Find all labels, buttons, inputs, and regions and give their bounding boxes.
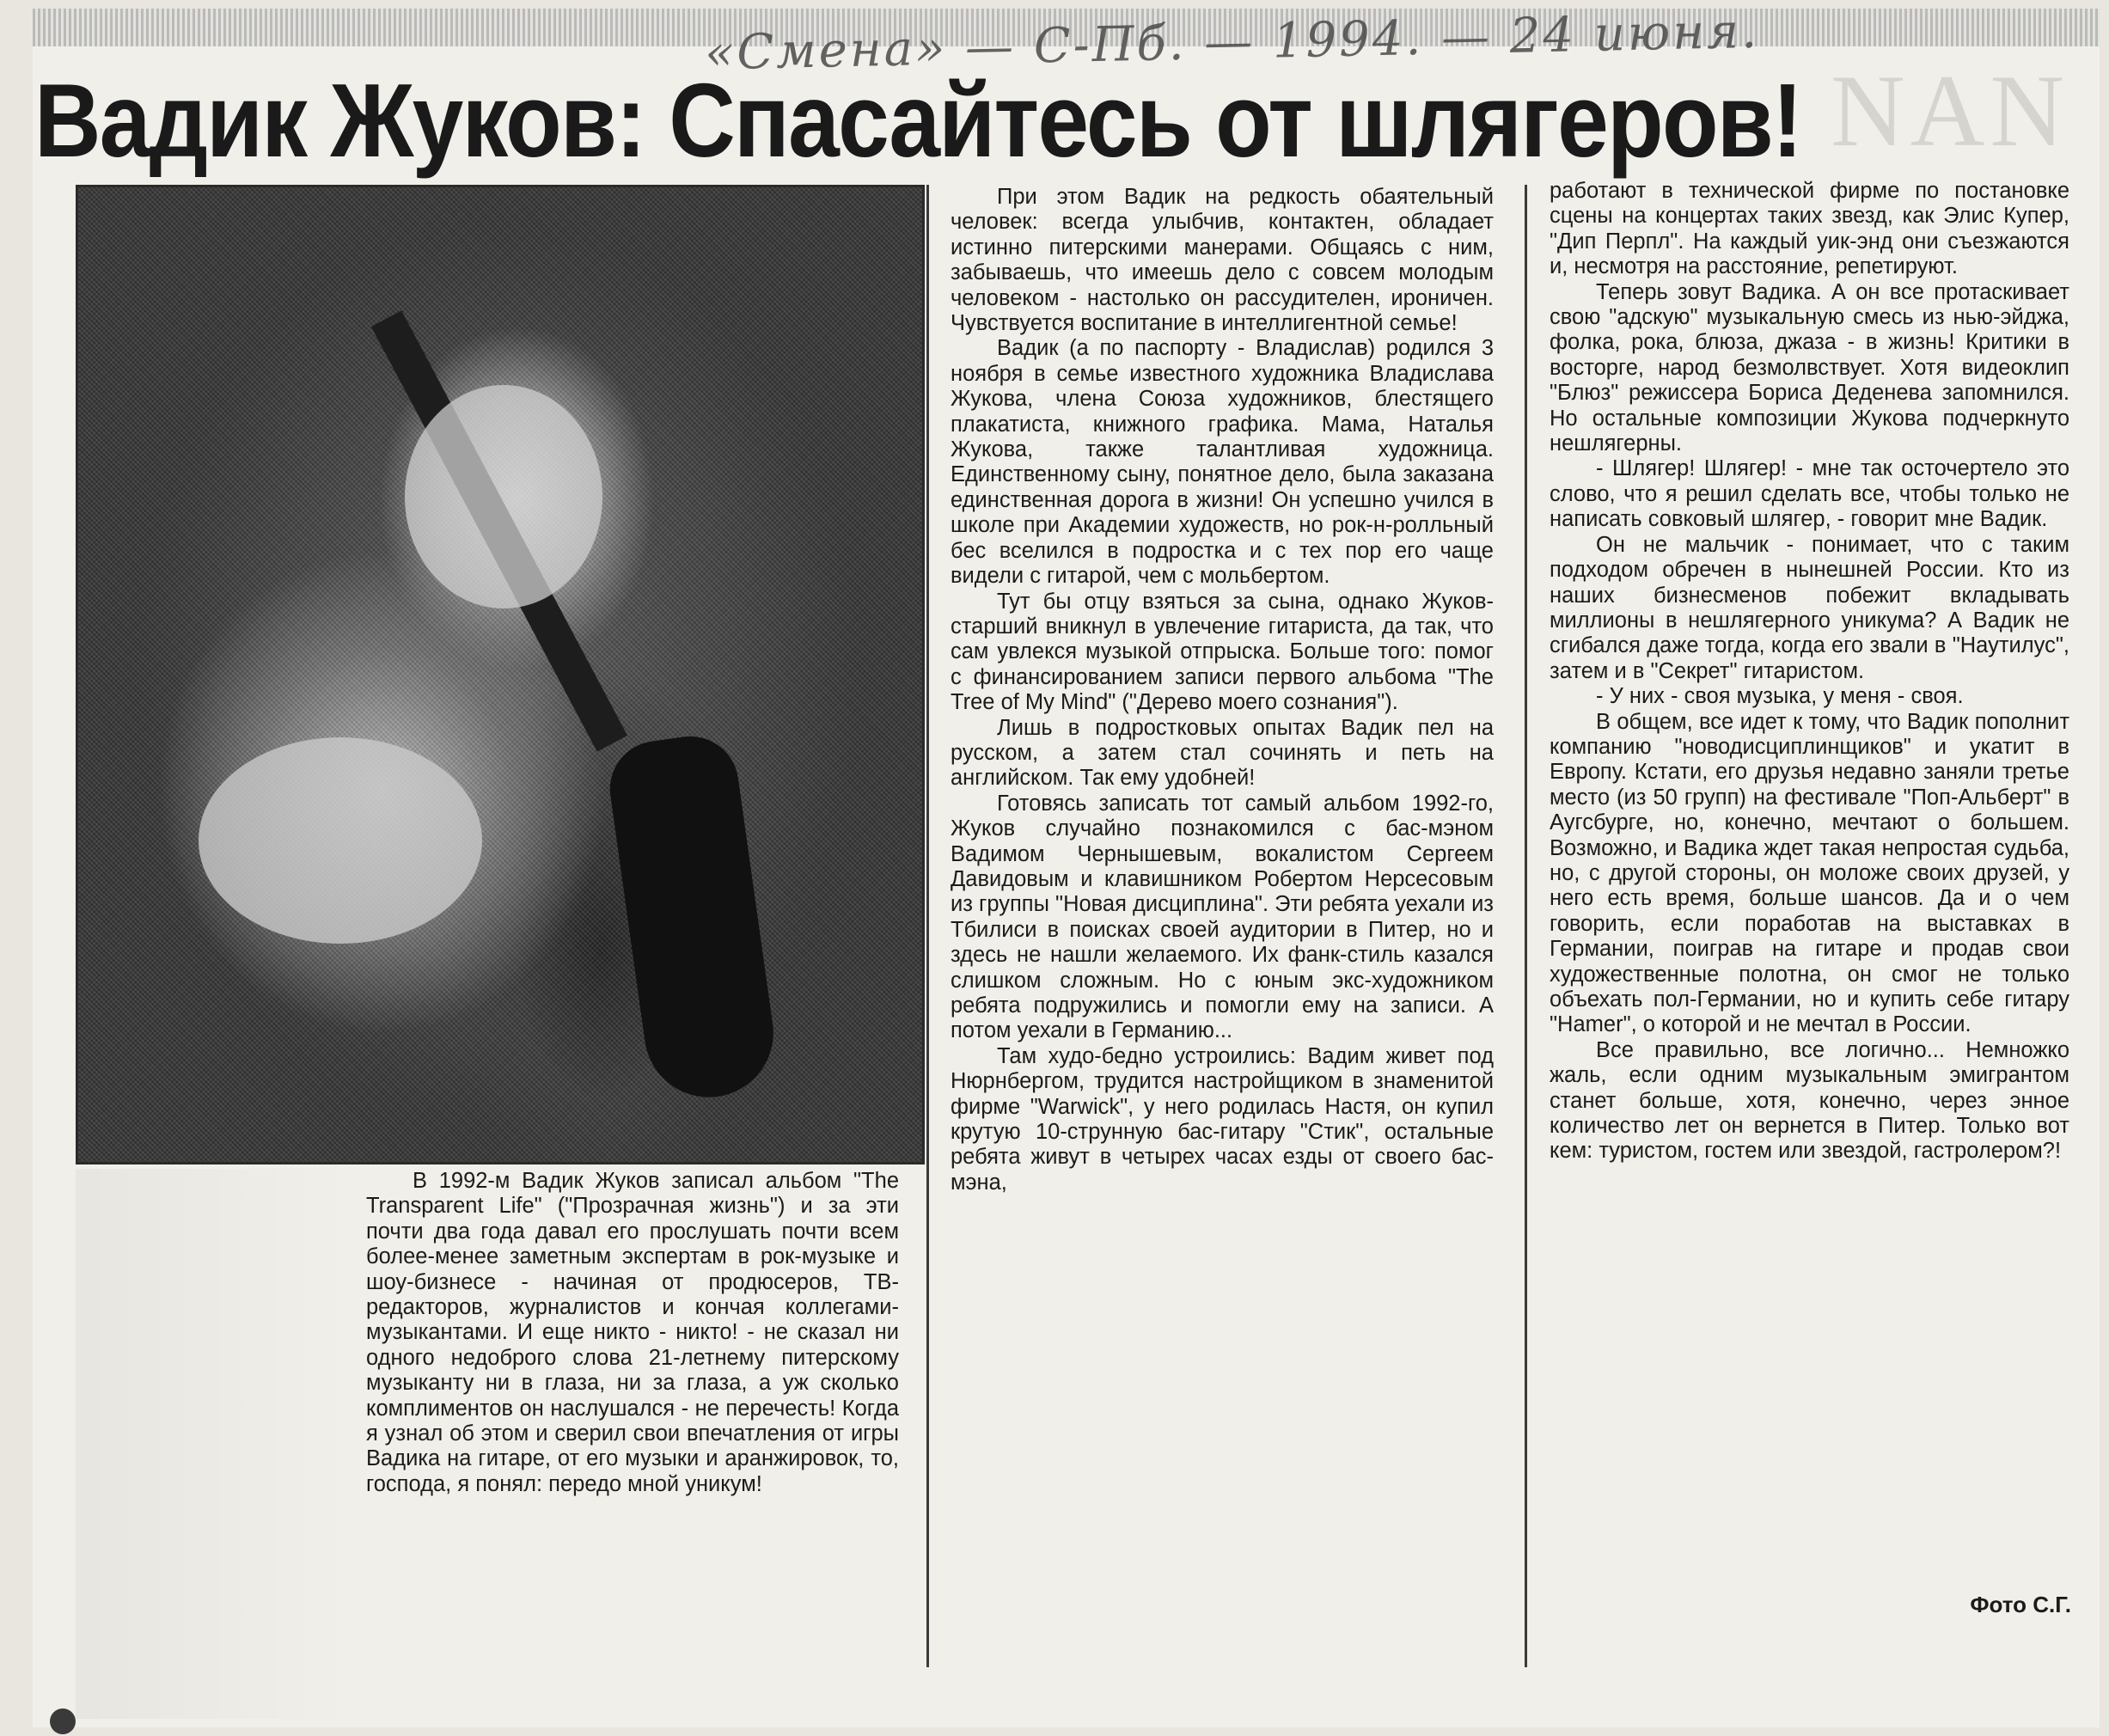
photo-caption xyxy=(366,1169,899,1676)
photo-credit: Фото С.Г. xyxy=(1970,1592,2071,1617)
article-photo xyxy=(76,185,925,1164)
paragraph: работают в технической фирме по постановке сцены на концертах таких звезд, как Элис Купер, "Дип Перпл". На каждый уик-энд они съезжаются и, несмотря на расстояние, репетируют. xyxy=(1550,179,2069,279)
article-column-right xyxy=(1550,179,2069,1597)
handwritten-note: «Смена» — С-Пб. — 1994. — 24 июня. xyxy=(704,3,1760,82)
paragraph: Теперь зовут Вадика. А он все протаскивает свою "адскую" музыкальную смесь из нью-эйджа, фолка, рока, блюза, джаза - в жизнь! Критики в восторге, народ безмолвствует. Хотя видеоклип "Блюз" режиссера Бориса Деденева запомнился. Но остальные композиции Жукова подчеркнуто нешлягерны. xyxy=(1550,279,2069,456)
halftone-texture xyxy=(78,187,922,1162)
paragraph: Он не мальчик - понимает, что с таким подходом обречен в нынешней России. Кто из наших бизнесменов побежит вкладывать миллионы в нешлягерного уникума? А Вадик не сгибался даже тогда, когда его звали в "Наутилус", затем и в "Секрет" гитаристом. xyxy=(1550,532,2069,683)
paragraph: Там худо-бедно устроились: Вадим живет под Нюрнбергом, трудится настройщиком в знаменитой фирме "Warwick", у него родилась Настя, он купил крутую 10-струнную бас-гитару "Стик", остальные ребята живут в четырех часах езды от своего бас-мэна, xyxy=(951,1043,1494,1195)
corner-mark xyxy=(50,1708,76,1734)
paragraph: - Шлягер! Шлягер! - мне так осточертело это слово, что я решил сделать все, чтобы только не написать совковый шлягер, - говорит мне Вадик. xyxy=(1550,456,2069,532)
musician-knee xyxy=(199,737,482,944)
article-column-middle xyxy=(951,185,1494,1672)
blank-margin xyxy=(76,1169,351,1719)
headline: Вадик Жуков: Спасайтесь от шлягеров! xyxy=(34,62,1802,179)
musician-face xyxy=(405,385,602,608)
column-rule xyxy=(926,185,929,1667)
paragraph: Все правильно, все логично... Немножко жаль, если одним музыкальным эмигрантом станет больше, хотя, конечно, через энное количество лет он вернется в Питер. Только вот кем: туристом, гостем или звездой, гастролером?! xyxy=(1550,1037,2069,1164)
paragraph: Вадик (а по паспорту - Владислав) родился 3 ноября в семье известного художника Владислава Жукова, члена Союза художников, блестящего плакатиста, книжного графика. Мама, Наталья Жукова, также талантливая художница. Единственному сыну, понятное дело, была заказана единственная дорога в жизни! Он успешно учился в школе при Академии художеств, но рок-н-ролльный бес вселился в подростка и с тех пор его чаще видели с гитарой, чем с мольбертом. xyxy=(951,336,1494,589)
column-rule xyxy=(1525,185,1527,1667)
paragraph: В общем, все идет к тому, что Вадик пополнит компанию "новодисциплинщиков" и укатит в Европу. Кстати, его друзья недавно заняли третье место (из 50 групп) на фестивале "Поп-Альберт" в Аугсбурге, но, конечно, мечтают о большем. Возможно, и Вадика ждет такая непростая судьба, но, с другой стороны, он моложе своих друзей, у него есть время, больше шансов. Да и о чем говорить, если поработав на выставках в Германии, поиграв на гитаре и продав свои художественные полотна, он смог не только объехать пол-Германии, но и купить себе гитару "Hamer", о которой и не мечтал в России. xyxy=(1550,709,2069,1037)
paragraph: Готовясь записать тот самый альбом 1992-го, Жуков случайно познакомился с бас-мэном Вадимом Чернышевым, вокалистом Сергеем Давидовым и клавишником Робертом Нерсесовым из группы "Новая дисциплина". Эти ребята уехали из Тбилиси в поисках своей аудитории в Питер, но и здесь не нашли желаемого. Их фанк-стиль казался слишком сложным. Но с юным экс-художником ребята подружились и помогли ему на записи. А потом уехали в Германию... xyxy=(951,791,1494,1043)
paragraph: Тут бы отцу взяться за сына, однако Жуков-старший вникнул в увлечение гитариста, да так, что сам увлекся музыкой отпрыска. Больше того: помог с финансированием записи первого альбома "The Tree of My Mind" ("Дерево моего сознания"). xyxy=(951,589,1494,715)
caption-paragraph: В 1992-м Вадик Жуков записал альбом "The Transparent Life" ("Прозрачная жизнь") и за эти почти два года давал его прослушать почти всем более-менее заметным экспертам в рок-музыке и шоу-бизнесе - начиная от продюсеров, ТВ-редакторов, журналистов и кончая коллегами-музыкантами. И еще никто - никто! - не сказал ни одного недоброго слова 21-летнему питерскому музыканту ни в глаза, ни за глаза, а уж сколько комплиментов он наслушался - не перечесть! Когда я узнал об этом и сверил свои впечатления от игры Вадика на гитаре, от его музыки и аранжировок, то, господа, я понял: передо мной уникум! xyxy=(366,1169,899,1496)
paragraph: - У них - своя музыка, у меня - своя. xyxy=(1596,684,1964,709)
bleed-through: NAN xyxy=(1831,53,2069,168)
paragraph: Лишь в подростковых опытах Вадик пел на русском, а затем стал сочинять и петь на английском. Так ему удобней! xyxy=(951,715,1494,791)
paragraph: При этом Вадик на редкость обаятельный человек: всегда улыбчив, контактен, обладает истинно питерскими манерами. Общаясь с ним, забываешь, что имеешь дело с совсем молодым человеком - настолько он рассудителен, ироничен. Чувствуется воспитание в интеллигентной семье! xyxy=(951,185,1494,336)
